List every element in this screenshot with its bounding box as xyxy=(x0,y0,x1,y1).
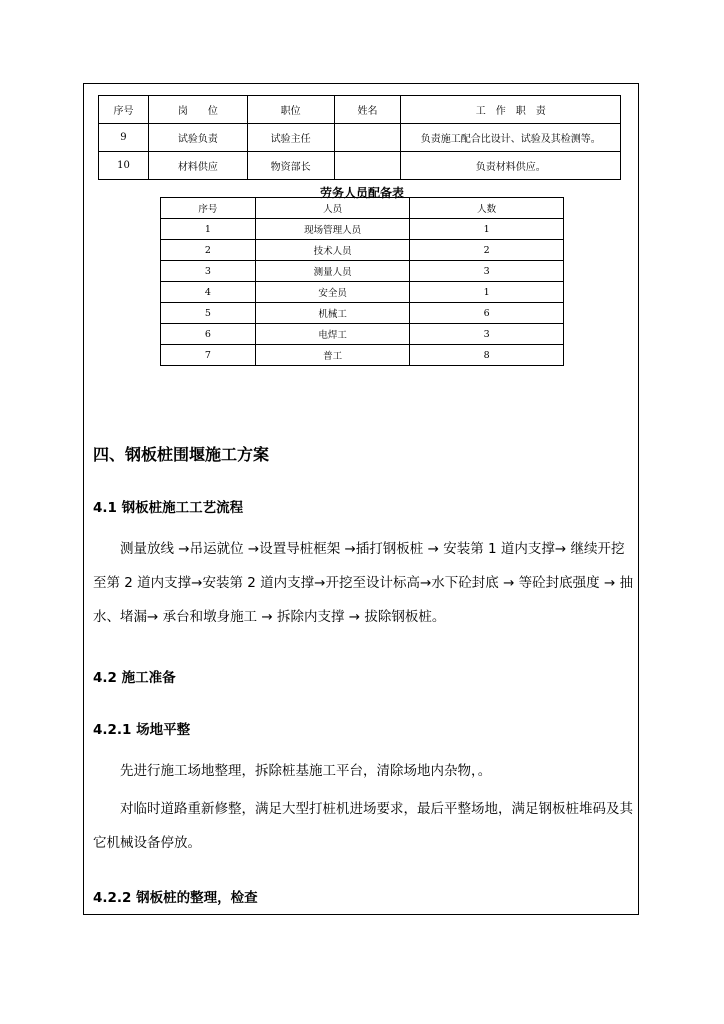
header-cell: 姓名 xyxy=(334,96,401,124)
header-cell: 岗 位 xyxy=(148,96,247,124)
table-cell: 负责材料供应。 xyxy=(401,152,621,180)
site-clearing-paragraph: 先进行施工场地整理，拆除桩基施工平台，清除场地内杂物，。 xyxy=(120,763,492,779)
table-cell: 2 xyxy=(161,240,256,261)
table-row xyxy=(161,303,564,324)
table-cell: 材料供应 xyxy=(148,152,247,180)
table-cell: 机械工 xyxy=(255,303,410,324)
table-cell: 现场管理人员 xyxy=(255,219,410,240)
table-cell: 6 xyxy=(410,303,564,324)
labor-table xyxy=(160,197,564,366)
section-4-2-1-heading: 4.2.1 场地平整 xyxy=(93,722,191,738)
table-cell: 普工 xyxy=(255,345,410,366)
table-header-row xyxy=(99,96,621,124)
table-cell xyxy=(334,124,401,152)
section-4-2-heading: 4.2 施工准备 xyxy=(93,670,176,686)
header-cell: 人员 xyxy=(255,198,410,219)
table-header-row xyxy=(161,198,564,219)
section-4-heading: 四、钢板桩围堰施工方案 xyxy=(93,445,270,464)
responsibility-table xyxy=(98,95,621,180)
section-4-2-2-heading: 4.2.2 钢板桩的整理，检查 xyxy=(93,890,258,906)
table-cell xyxy=(334,152,401,180)
road-repair-paragraph: 对临时道路重新修整，满足大型打桩机进场要求，最后平整场地，满足钢板桩堆码及其它机械设备停放。 xyxy=(93,801,633,851)
table-cell: 电焊工 xyxy=(255,324,410,345)
table-row xyxy=(161,282,564,303)
table-cell: 试验负责 xyxy=(148,124,247,152)
table-row xyxy=(99,124,621,152)
header-cell: 序号 xyxy=(99,96,149,124)
table-row xyxy=(161,345,564,366)
labor-table-title: 劳务人员配备表 xyxy=(319,186,404,200)
header-cell: 职位 xyxy=(247,96,334,124)
table-cell: 1 xyxy=(410,219,564,240)
table-cell: 4 xyxy=(161,282,256,303)
table-cell: 7 xyxy=(161,345,256,366)
table-cell: 1 xyxy=(161,219,256,240)
table-cell: 3 xyxy=(410,324,564,345)
table-cell: 3 xyxy=(410,261,564,282)
table-cell: 6 xyxy=(161,324,256,345)
process-flow-paragraph: 测量放线 →吊运就位 →设置导桩框架 →插打钢板桩 → 安装第 1 道内支撑→ 继续开挖至第 2 道内支撑→安装第 2 道内支撑→开挖至设计标高→水下砼封底 → 等砼封底强度 → 抽水、堵漏→ 承台和墩身施工 → 拆除内支撑 → 拔除钢板桩。 xyxy=(93,541,634,625)
table-cell: 物资部长 xyxy=(247,152,334,180)
table-row xyxy=(161,261,564,282)
table-cell: 试验主任 xyxy=(247,124,334,152)
header-cell: 人数 xyxy=(410,198,564,219)
table-cell: 10 xyxy=(99,152,149,180)
table-row xyxy=(161,219,564,240)
table-cell: 测量人员 xyxy=(255,261,410,282)
table-cell: 9 xyxy=(99,124,149,152)
section-4-1-heading: 4.1 钢板桩施工工艺流程 xyxy=(93,500,244,516)
table-cell: 5 xyxy=(161,303,256,324)
table-cell: 2 xyxy=(410,240,564,261)
header-cell: 序号 xyxy=(161,198,256,219)
table-cell: 负责施工配合比设计、试验及其检测等。 xyxy=(401,124,621,152)
table-cell: 1 xyxy=(410,282,564,303)
table-cell: 技术人员 xyxy=(255,240,410,261)
table-cell: 安全员 xyxy=(255,282,410,303)
table-cell: 3 xyxy=(161,261,256,282)
table-row xyxy=(161,240,564,261)
table-row xyxy=(99,152,621,180)
table-cell: 8 xyxy=(410,345,564,366)
header-cell: 工 作 职 责 xyxy=(401,96,621,124)
table-row xyxy=(161,324,564,345)
